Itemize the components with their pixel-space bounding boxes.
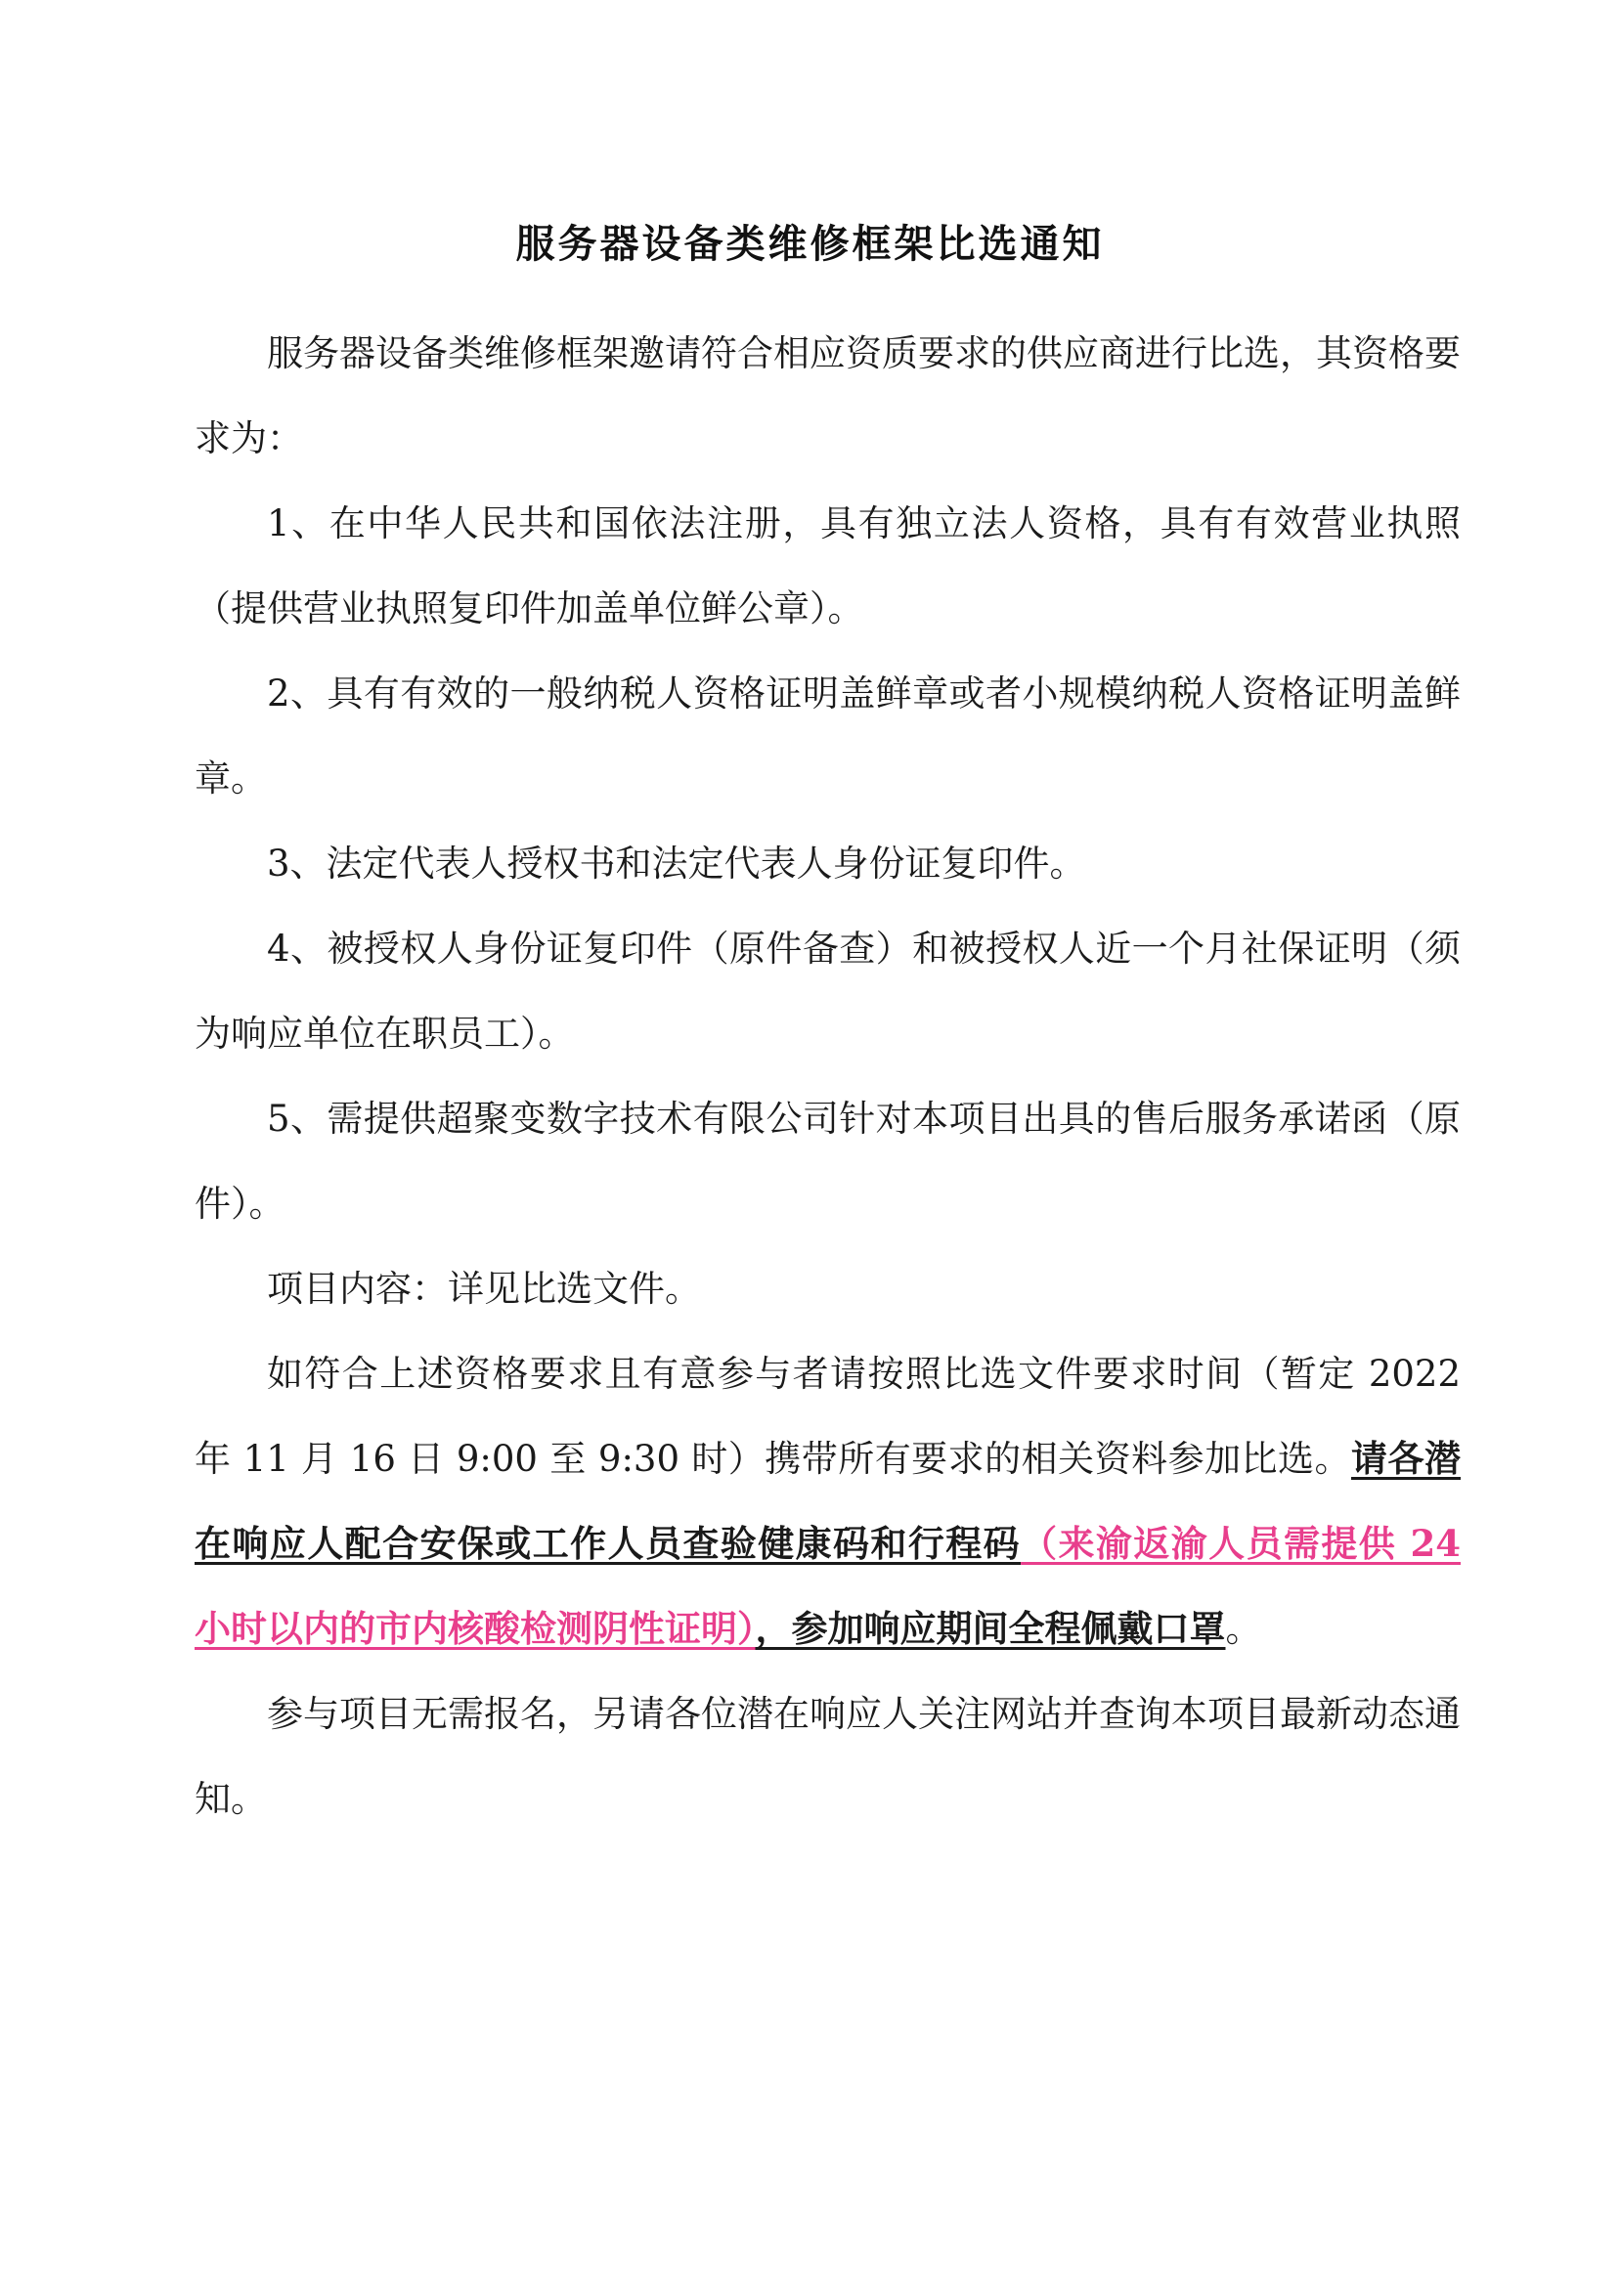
- closing-paragraph: 参与项目无需报名，另请各位潜在响应人关注网站并查询本项目最新动态通知。: [195, 1693, 1461, 1820]
- requirement-5: 5、需提供超聚变数字技术有限公司针对本项目出具的售后服务承诺函（原件）。: [195, 1098, 1461, 1225]
- requirement-3: 3、法定代表人授权书和法定代表人身份证复印件。: [267, 843, 1086, 885]
- notice-health-code-text: 请各潜在响应人配合安保或工作人员查验健康码和行程码: [195, 1437, 1461, 1565]
- requirement-2: 2、具有有效的一般纳税人资格证明盖鲜章或者小规模纳税人资格证明盖鲜章。: [195, 672, 1461, 800]
- notice-paragraph: [195, 1331, 1461, 1671]
- notice-end-punctuation: 。: [1225, 1608, 1262, 1650]
- requirement-1: 1、在中华人民共和国依法注册，具有独立法人资格，具有有效营业执照（提供营业执照复印件加盖单位鲜公章）。: [195, 502, 1461, 629]
- project-content-paragraph: 项目内容：详见比选文件。: [267, 1268, 701, 1310]
- document-body: [195, 311, 1461, 1841]
- notice-schedule-text: 如符合上述资格要求且有意参与者请按照比选文件要求时间（暂定 2022 年 11 月 16 日 9:00 至 9:30 时）携带所有要求的相关资料参加比选。: [195, 1353, 1461, 1480]
- notice-mask-text: ，参加响应期间全程佩戴口罩: [755, 1607, 1226, 1650]
- intro-paragraph: 服务器设备类维修框架邀请符合相应资质要求的供应商进行比选，其资格要求为：: [195, 332, 1461, 459]
- notice-nucleic-test-text: （来渝返渝人员需提供 24 小时以内的市内核酸检测阴性证明）: [195, 1522, 1462, 1650]
- requirement-4: 4、被授权人身份证复印件（原件备查）和被授权人近一个月社保证明（须为响应单位在职员工）。: [195, 928, 1461, 1055]
- document-title: 服务器设备类维修框架比选通知: [515, 221, 1105, 267]
